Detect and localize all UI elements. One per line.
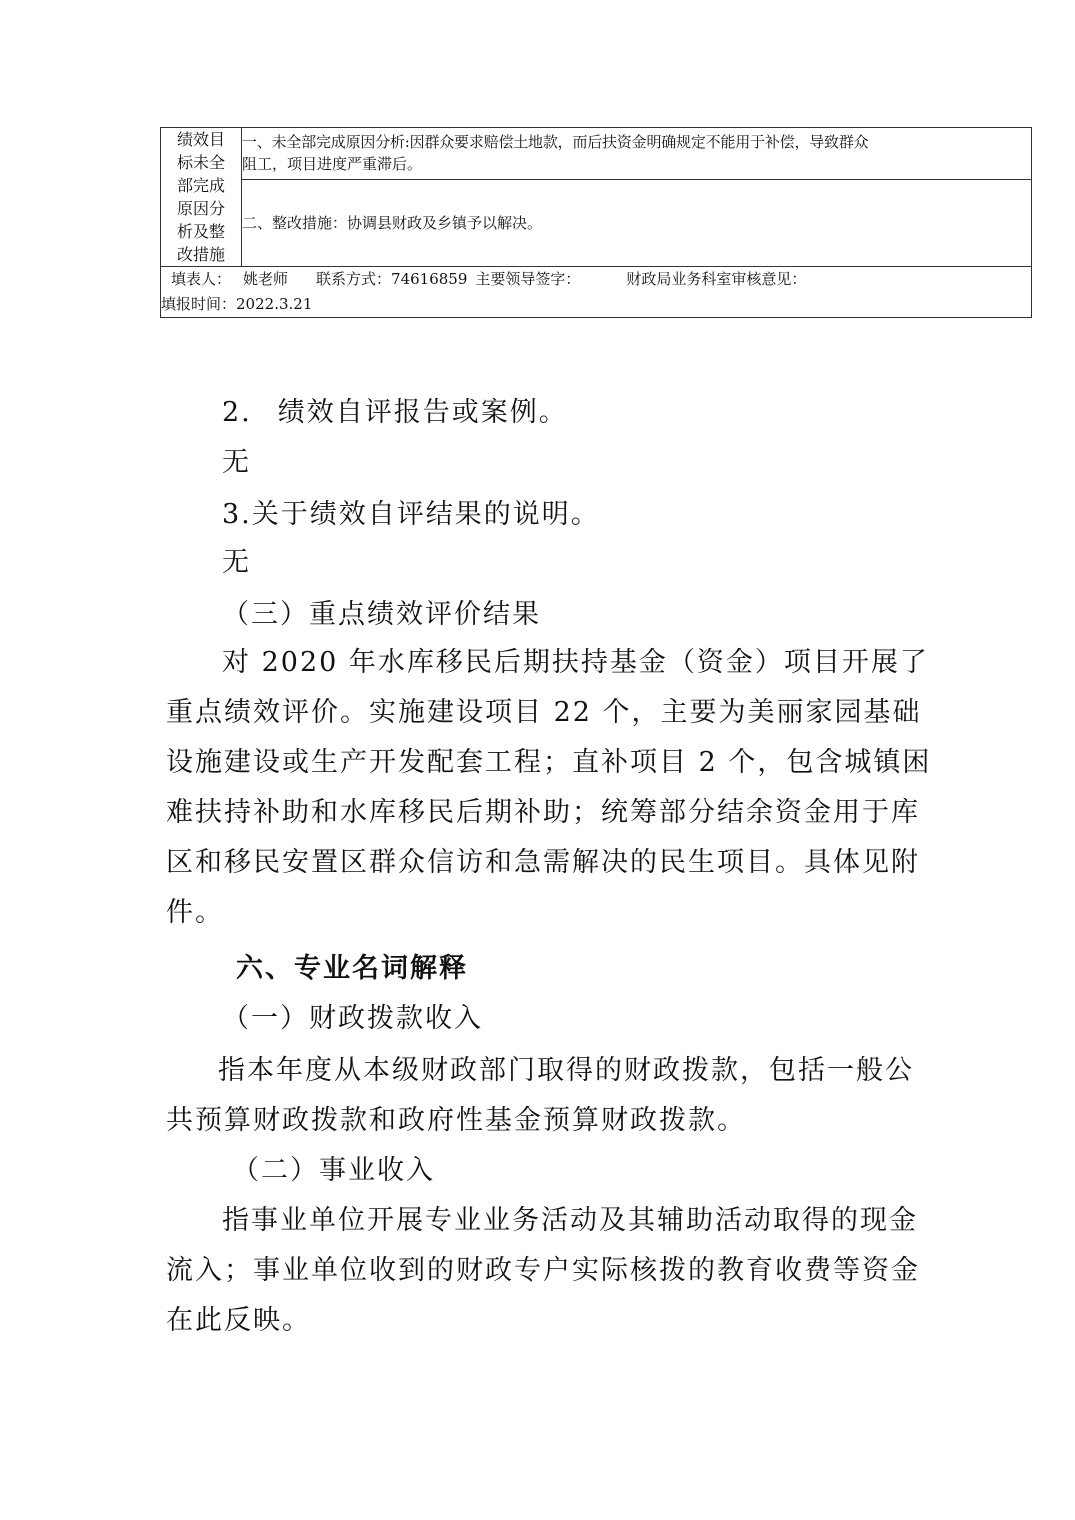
contact-value: 74616859: [391, 270, 468, 288]
leader-signature-label: 主要领导签字：: [475, 270, 581, 288]
table-footer-cell: [161, 267, 1032, 318]
section-3-heading: （三）重点绩效评价结果: [222, 599, 541, 630]
reason-analysis-cell: [242, 128, 1032, 180]
row-label-line: 析及整: [176, 222, 225, 241]
paragraph-line: 重点绩效评价。实施建设项目 22 个，主要为美丽家园基础: [166, 697, 922, 728]
section-6-1-paragraph: [166, 1046, 926, 1146]
date-label: 填报时间：: [161, 295, 237, 313]
rectification-text: 二、整改措施：协调县财政及乡镇予以解决。: [242, 213, 543, 232]
paragraph-line: 难扶持补助和水库移民后期补助；统筹部分结余资金用于库: [166, 797, 920, 828]
contact-label: 联系方式：: [316, 270, 392, 288]
row-label-line: 绩效目: [176, 130, 225, 149]
row-label-line: 原因分: [176, 199, 225, 218]
paragraph-line: 设施建设或生产开发配套工程；直补项目 2 个，包含城镇困: [166, 747, 932, 778]
item-2-answer: 无: [222, 447, 251, 478]
footer-date-line: [161, 292, 1031, 317]
row-label-line: 改措施: [176, 245, 225, 264]
item-2-heading: [222, 388, 568, 438]
paragraph-line: 指事业单位开展专业业务活动及其辅助活动取得的现金: [222, 1205, 918, 1236]
row-label-line: 部完成: [176, 176, 225, 195]
paragraph-line: 对 2020 年水库移民后期扶持基金（资金）项目开展了: [222, 647, 929, 678]
section-6-heading: 六、专业名词解释: [236, 953, 468, 984]
section-3-paragraph: [166, 638, 932, 938]
reason-analysis-line: 阻工，项目进度严重滞后。: [242, 155, 423, 174]
row-label-cell: [161, 128, 242, 267]
reason-analysis-line: 一、未全部完成原因分析:因群众要求赔偿土地款，而后扶资金明确规定不能用于补偿，导致群众: [242, 133, 869, 152]
review-opinion-label: 财政局业务科室审核意见：: [626, 270, 807, 288]
paragraph-line: 区和移民安置区群众信访和急需解决的民生项目。具体见附: [166, 847, 920, 878]
paragraph-line: 共预算财政拨款和政府性基金预算财政拨款。: [166, 1105, 746, 1136]
paragraph-line: 流入；事业单位收到的财政专户实际核拨的教育收费等资金: [166, 1255, 920, 1286]
section-6-2-paragraph: [166, 1196, 926, 1346]
item-2-title: 绩效自评报告或案例。: [277, 397, 568, 428]
paragraph-line: 指本年度从本级财政部门取得的财政拨款，包括一般公: [218, 1055, 914, 1086]
paragraph-line: 在此反映。: [166, 1305, 311, 1336]
filler-label: 填表人：: [171, 270, 232, 288]
row-label-line: 标未全: [176, 153, 225, 172]
date-value: 2022.3.21: [236, 295, 313, 313]
section-6-2-heading: （二）事业收入: [232, 1155, 435, 1186]
rectification-cell: [242, 179, 1032, 266]
paragraph-line: 件。: [166, 897, 224, 928]
item-2-number: 2.: [222, 397, 252, 428]
item-3-answer: 无: [222, 547, 251, 578]
footer-signature-line: [161, 267, 1031, 292]
filler-name: 姚老师: [243, 270, 289, 288]
item-3-heading: 3.关于绩效自评结果的说明。: [222, 499, 600, 530]
section-6-1-heading: （一）财政拨款收入: [222, 1003, 483, 1034]
performance-table: [160, 127, 1032, 318]
